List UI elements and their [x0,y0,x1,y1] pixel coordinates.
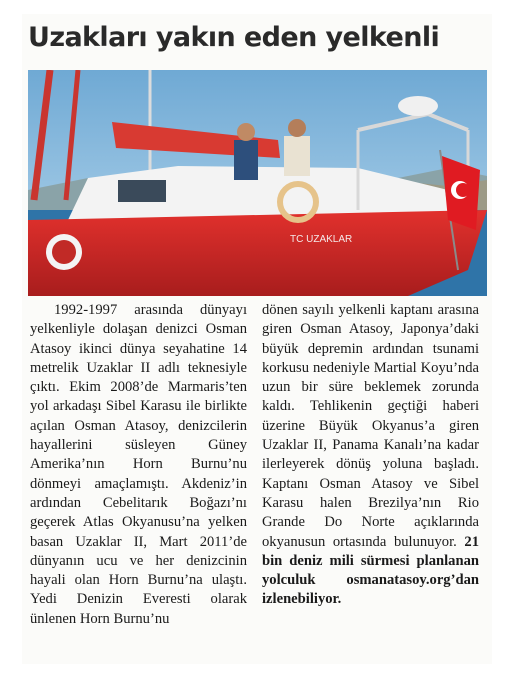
person-right [284,136,310,176]
article-column-left [30,301,247,629]
body-text-right [262,301,479,610]
body-text-right-bold: 21 bin deniz mili sürmesi planlanan yolculuk osmanatasoy.org’dan izlenebiliyor. [262,533,479,608]
cabin-window [118,180,166,202]
person-left [234,140,258,180]
sail-number: TC UZAKLAR [290,234,353,245]
body-text-right-regular: dönen sayılı yelkenli kaptanı arasına giren Osman Atasoy, Japonya’daki büyük depremin ardından tsunami korkusu nedeniyle Martial Koyu’nda uzun bir süre beklemek zorunda kaldı. Tehlikenin geçtiği haberi üzerine Büyük Okyanus’a giren Uzaklar II, Panama Kanalı’na kadar ilerleyerek dönüş yoluna başladı. Kaptanı Osman Atasoy ve Sibel Karasu halen Brezilya’nın Rio Grande Do Norte açıklarında okyanusun ortasında bulunuyor. [262,302,479,550]
article-column-right [262,301,479,610]
body-text-left: 1992-1997 arasında dünyayı yelkenliyle dolaşan denizci Osman Atasoy ikinci dünya seyahatine 14 metrelik Uzaklar II adlı teknesiyle çıktı. Ekim 2008’de Marmaris’ten yol arkadaşı Sibel Karasu ile birlikte açılan Osman Atasoy, denizcilerin hayallerini süsleyen Güney Amerika’nın Horn Burnu’nu dönmeyi amaçlamıştı. Akdeniz’in ardından Cebelitarık Boğazı’nı geçerek Atlas Okyanusu’na yelken basan Uzaklar II, Mart 2011’de dünyanın ucu ve her denizcinin hayali olan Horn Burnu’na ulaştı. Yedi Denizin Everesti olarak ünlenen Horn Burnu’nu [30,302,247,627]
hull [28,210,487,296]
radar-dome [398,96,438,116]
headline: Uzakları yakın eden yelkenli [28,22,440,53]
article-photo [28,70,487,296]
sailboat-photo [28,70,487,296]
